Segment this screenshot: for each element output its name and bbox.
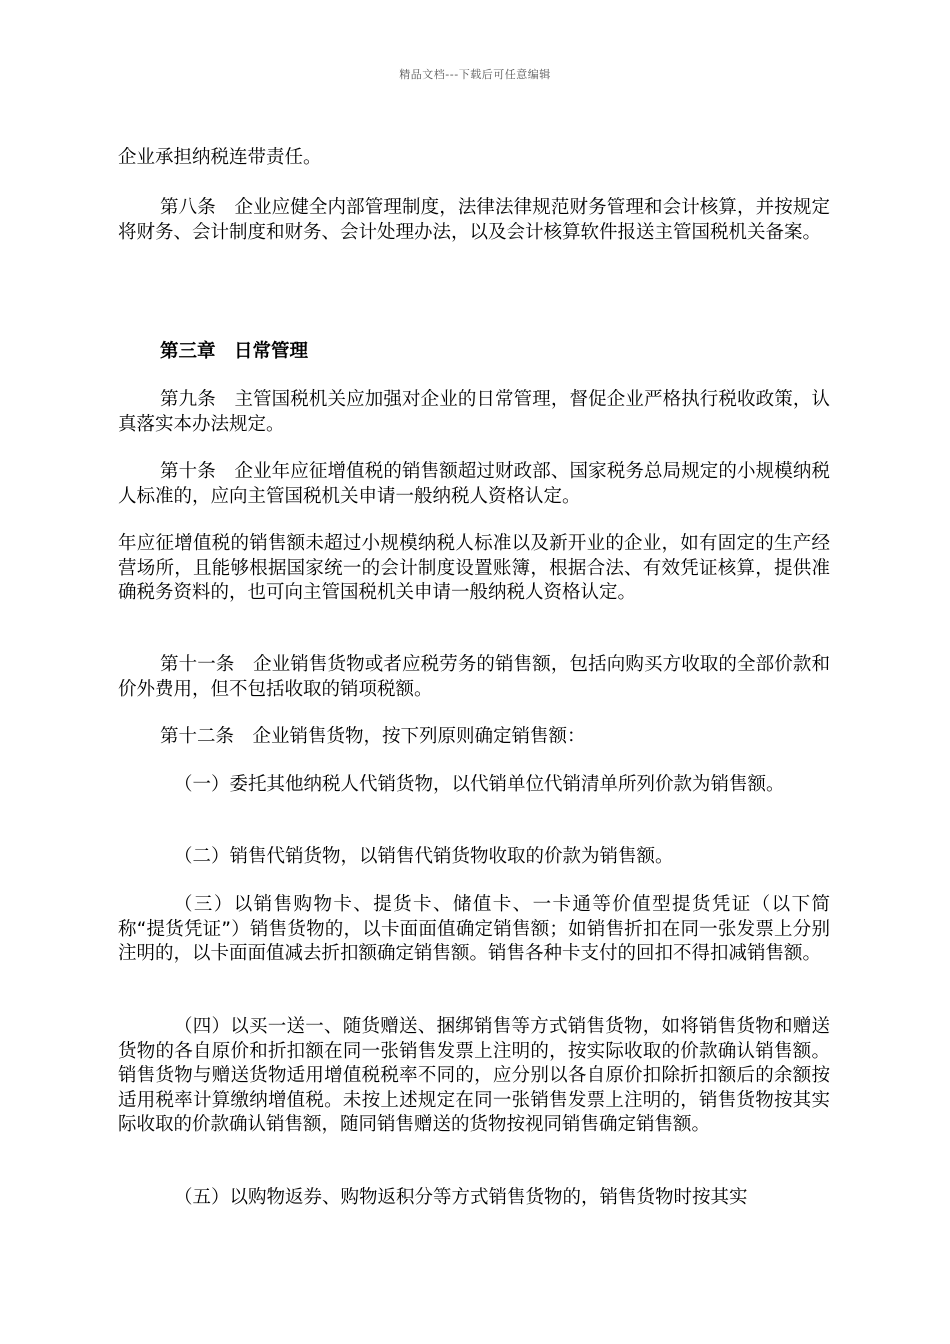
- article-12: 第十二条 企业销售货物，按下列原则确定销售额：: [160, 726, 586, 747]
- article-11: 第十一条 企业销售货物或者应税劳务的销售额，包括向购买方收取的全部价款和价外费用，但不包括收取的销项税额。: [118, 654, 830, 700]
- article-8: 第八条 企业应健全内部管理制度，法律法律规范财务管理和会计核算，并按规定将财务、会计制度和财务、会计处理办法，以及会计核算软件报送主管国税机关备案。: [118, 197, 830, 243]
- paragraph-continuation: 企业承担纳税连带责任。: [118, 147, 322, 168]
- article-9: 第九条 主管国税机关应加强对企业的日常管理，督促企业严格执行税收政策，认真落实本办法规定。: [118, 389, 830, 435]
- chapter-3-heading: 第三章 日常管理: [160, 341, 309, 362]
- article-12-item-3: （三）以销售购物卡、提货卡、储值卡、一卡通等价值型提货凭证（以下简称“提货凭证”）销售货物的，以卡面面值确定销售额；如销售折扣在同一张发票上分别注明的，以卡面面值减去折扣额确定销售额。销售各种卡支付的回扣不得扣减销售额。: [118, 894, 830, 964]
- article-12-item-1: （一）委托其他纳税人代销货物，以代销单位代销清单所列价款为销售额。: [174, 774, 785, 795]
- page-header: 精品文档---下载后可任意编辑: [399, 68, 551, 81]
- article-12-item-5: （五）以购物返券、购物返积分等方式销售货物的，销售货物时按其实: [174, 1187, 748, 1208]
- article-10: 第十条 企业年应征增值税的销售额超过财政部、国家税务总局规定的小规模纳税人标准的，应向主管国税机关申请一般纳税人资格认定。: [118, 461, 830, 507]
- article-12-item-2: （二）销售代销货物，以销售代销货物收取的价款为销售额。: [174, 846, 674, 867]
- article-10-paragraph-2: 年应征增值税的销售额未超过小规模纳税人标准以及新开业的企业，如有固定的生产经营场所，且能够根据国家统一的会计制度设置账簿，根据合法、有效凭证核算，提供准确税务资料的，也可向主管国税机关申请一般纳税人资格认定。: [118, 533, 830, 603]
- article-12-item-4: （四）以买一送一、随货赠送、捆绑销售等方式销售货物，如将销售货物和赠送货物的各自原价和折扣额在同一张销售发票上注明的，按实际收取的价款确认销售额。销售货物与赠送货物适用增值税税率不同的，应分别以各自原价扣除折扣额后的余额按适用税率计算缴纳增值税。未按上述规定在同一张销售发票上注明的，销售货物按其实际收取的价款确认销售额，随同销售赠送的货物按视同销售确定销售额。: [118, 1016, 830, 1135]
